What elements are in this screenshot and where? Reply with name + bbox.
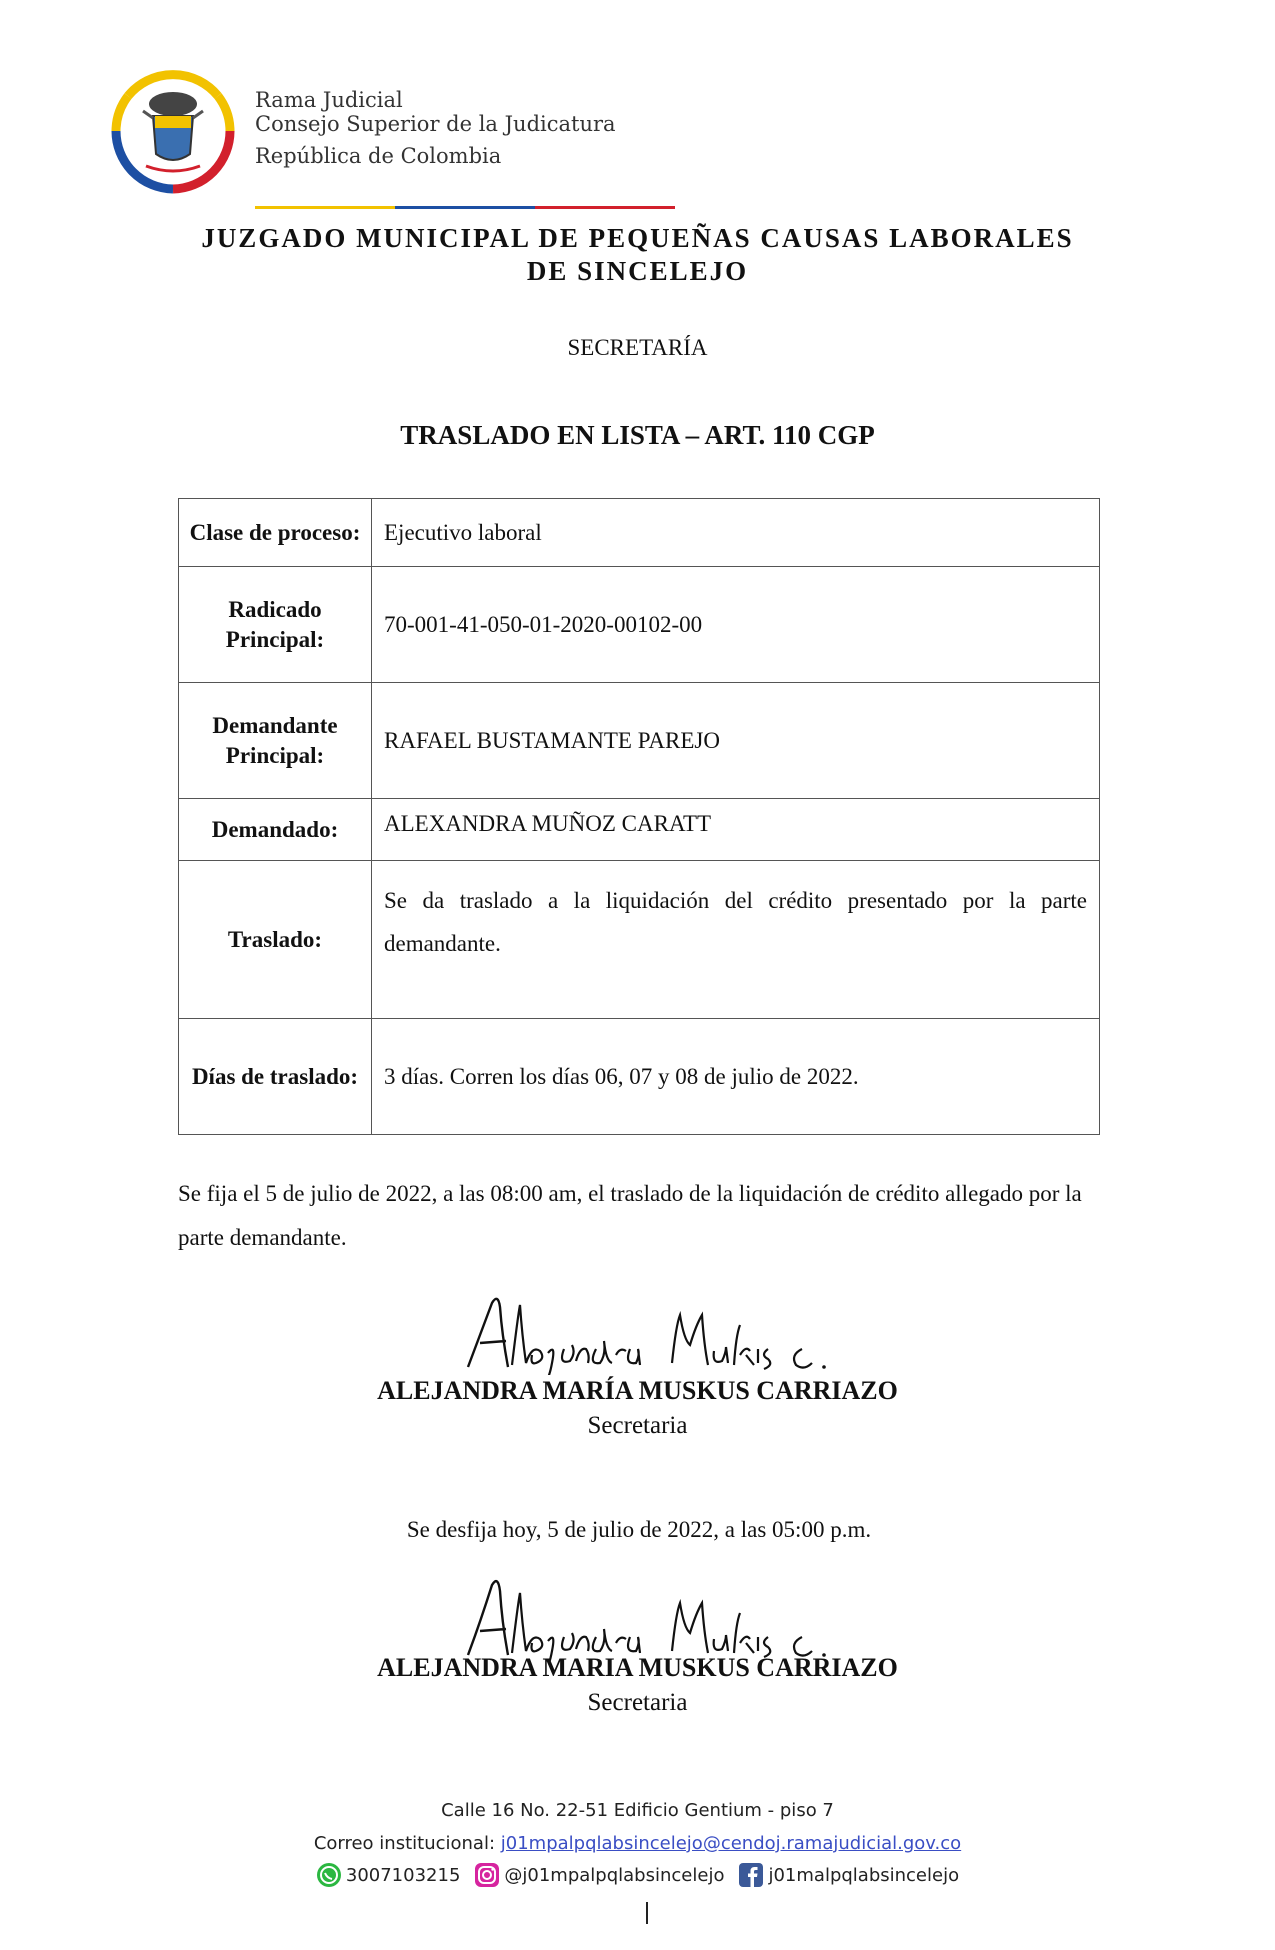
whatsapp-number: 3007103215 xyxy=(345,1864,461,1886)
row-value-demandado: ALEXANDRA MUÑOZ CARATT xyxy=(372,799,1100,861)
facebook-handle: j01malpqlabsincelejo xyxy=(768,1864,960,1886)
row-label-traslado: Traslado: xyxy=(179,861,372,1019)
footer-address: Calle 16 No. 22-51 Edificio Gentium - piso 7 xyxy=(441,1800,834,1821)
row-label-demandante: Demandante Principal: xyxy=(179,683,372,799)
instagram-icon xyxy=(474,1862,500,1888)
court-name-line1: JUZGADO MUNICIPAL DE PEQUEÑAS CAUSAS LABORALES xyxy=(201,223,1074,253)
footer-email-line xyxy=(140,1833,1135,1854)
signer-role: Secretaria xyxy=(587,1412,688,1439)
desfija-paragraph: Se desfija hoy, 5 de julio de 2022, a las 05:00 p.m. xyxy=(406,1517,872,1542)
logo-line-consejo: Consejo Superior de la Judicatura xyxy=(255,112,616,136)
footer-email-label: Correo institucional: xyxy=(313,1833,496,1854)
coat-of-arms-icon xyxy=(108,66,238,196)
signer-name: ALEJANDRA MARÍA MUSKUS CARRIAZO xyxy=(377,1376,898,1405)
court-name xyxy=(140,222,1135,288)
whatsapp-icon xyxy=(316,1862,342,1888)
logo-line-republica: República de Colombia xyxy=(255,144,502,168)
row-label-clase: Clase de proceso: xyxy=(179,499,372,567)
table-row xyxy=(179,799,1100,861)
row-label-radicado: Radicado Principal: xyxy=(179,567,372,683)
logo-line-rama: Rama Judicial xyxy=(255,88,403,112)
document-title: TRASLADO EN LISTA – ART. 110 CGP xyxy=(400,420,875,450)
case-info-table xyxy=(178,498,1100,1135)
row-value-dias: 3 días. Corren los días 06, 07 y 08 de julio de 2022. xyxy=(372,1019,1100,1135)
page-marker xyxy=(646,1902,648,1924)
table-row xyxy=(179,567,1100,683)
row-label-demandado: Demandado: xyxy=(179,799,372,861)
fija-paragraph: Se fija el 5 de julio de 2022, a las 08:00 am, el traslado de la liquidación de crédito allegado por la parte demandante. xyxy=(178,1181,1082,1250)
facebook-icon xyxy=(738,1862,764,1888)
table-row xyxy=(179,499,1100,567)
row-value-clase: Ejecutivo laboral xyxy=(372,499,1100,567)
footer-whatsapp[interactable] xyxy=(316,1862,461,1888)
handwritten-signature xyxy=(440,1573,840,1663)
signer-role: Secretaria xyxy=(587,1689,688,1716)
row-value-radicado: 70-001-41-050-01-2020-00102-00 xyxy=(372,567,1100,683)
footer-social xyxy=(140,1862,1135,1888)
row-value-traslado: Se da traslado a la liquidación del crédito presentado por la parte demandante. xyxy=(372,861,1100,1019)
rama-judicial-logo xyxy=(100,58,620,208)
court-name-line2: DE SINCELEJO xyxy=(526,256,749,286)
logo-color-rule xyxy=(255,206,675,209)
section-heading: SECRETARÍA xyxy=(567,335,708,360)
handwritten-signature xyxy=(440,1285,840,1375)
footer-facebook[interactable] xyxy=(738,1862,959,1888)
footer-email-link[interactable]: j01mpalpqlabsincelejo@cendoj.ramajudicial.gov.co xyxy=(500,1833,962,1854)
row-label-dias: Días de traslado: xyxy=(179,1019,372,1135)
footer-instagram[interactable] xyxy=(474,1862,724,1888)
table-row xyxy=(179,1019,1100,1135)
logo-text xyxy=(255,88,616,168)
row-value-demandante: RAFAEL BUSTAMANTE PAREJO xyxy=(372,683,1100,799)
table-row xyxy=(179,861,1100,1019)
instagram-handle: @j01mpalpqlabsincelejo xyxy=(504,1864,725,1886)
signer-name: ALEJANDRA MARIA MUSKUS CARRIAZO xyxy=(377,1653,898,1682)
table-row xyxy=(179,683,1100,799)
